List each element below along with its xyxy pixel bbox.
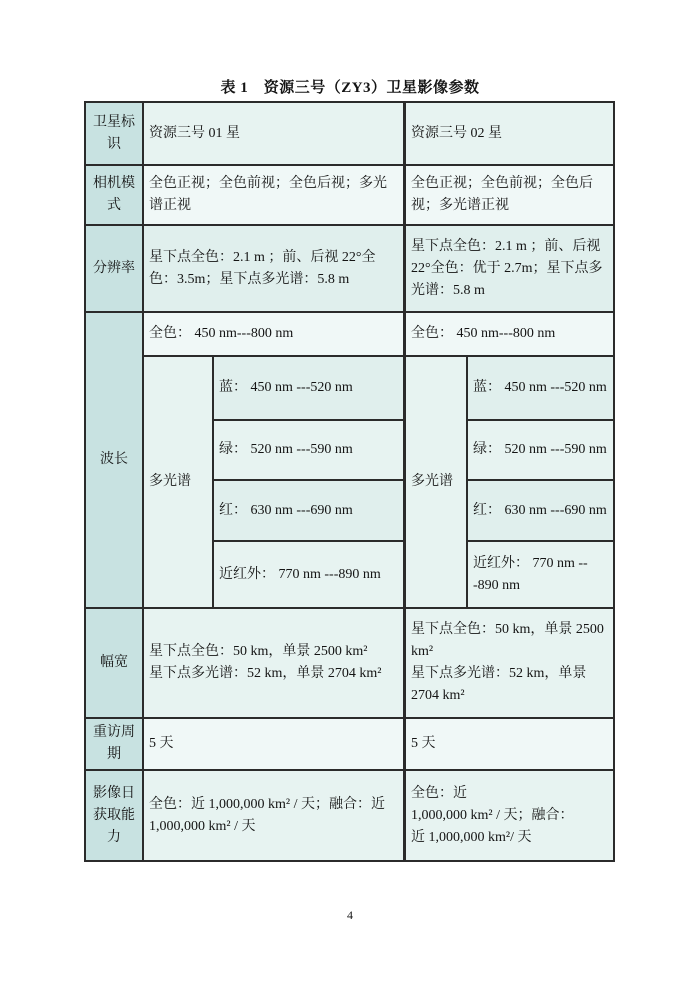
row-header-revisit-period: 重访周期 <box>86 719 144 769</box>
cell-daily-acquisition-zy301: 全色：近 1,000,000 km² / 天；融合：近 1,000,000 km² / 天 <box>144 771 406 860</box>
row-header-satellite-id: 卫星标识 <box>86 103 144 164</box>
cell-band-green-zy301: 绿： 520 nm ---590 nm <box>214 421 403 481</box>
cell-revisit-zy302: 5 天 <box>406 719 613 769</box>
cell-swath-zy301 <box>144 609 406 717</box>
cell-pan-band-zy302: 全色： 450 nm---800 nm <box>406 313 613 357</box>
row-daily-acquisition <box>86 771 613 860</box>
band-stack-zy302 <box>468 357 613 607</box>
row-header-wavelength: 波长 <box>86 313 144 607</box>
row-swath-width <box>86 609 613 719</box>
row-resolution <box>86 226 613 313</box>
row-header-camera-mode: 相机模式 <box>86 166 144 224</box>
swath-zy302-line-pan: 星下点全色：50 km，单景 2500 km² <box>411 622 604 659</box>
daily-zy302-line-2: 1,000,000 km² / 天；融合： <box>411 807 574 823</box>
row-header-swath-width: 幅宽 <box>86 609 144 717</box>
multispectral-group-zy301 <box>144 357 403 607</box>
satellite-parameters-table <box>84 101 615 862</box>
row-camera-mode <box>86 166 613 226</box>
swath-zy302-line-ms: 星下点多光谱：52 km，单景 2704 km² <box>411 666 587 703</box>
cell-band-red-zy302: 红： 630 nm ---690 nm <box>468 481 613 542</box>
cell-band-green-zy302: 绿： 520 nm ---590 nm <box>468 421 613 481</box>
cell-resolution-zy302: 星下点全色：2.1 m ；前、后视 22°全色：优于 2.7m；星下点多光谱：5.8 m <box>406 226 613 311</box>
table-caption: 表 1 资源三号（ZY3）卫星影像参数 <box>220 80 480 96</box>
daily-zy302-line-3: 近 1,000,000 km²/ 天 <box>411 829 532 845</box>
row-header-daily-acquisition: 影像日获取能力 <box>86 771 144 860</box>
row-header-resolution: 分辨率 <box>86 226 144 311</box>
cell-multispectral-label-zy302: 多光谱 <box>406 357 468 607</box>
cell-swath-zy302 <box>406 609 613 717</box>
multispectral-group-zy302 <box>406 357 613 607</box>
swath-zy301-line-pan: 星下点全色：50 km，单景 2500 km² <box>149 644 368 659</box>
daily-zy302-line-1: 全色：近 <box>411 785 467 801</box>
page-number: 4 <box>347 908 353 922</box>
cell-revisit-zy301: 5 天 <box>144 719 406 769</box>
cell-band-nir-zy301: 近红外： 770 nm ---890 nm <box>214 542 403 607</box>
cell-resolution-zy301: 星下点全色：2.1 m ；前、后视 22°全色：3.5m；星下点多光谱：5.8 m <box>144 226 406 311</box>
cell-satellite-id-zy301: 资源三号 01 星 <box>144 103 406 164</box>
cell-band-red-zy301: 红： 630 nm ---690 nm <box>214 481 403 542</box>
wavelength-zy301-column <box>144 313 406 607</box>
row-revisit-period <box>86 719 613 771</box>
row-satellite-id <box>86 103 613 166</box>
cell-pan-band-zy301: 全色： 450 nm---800 nm <box>144 313 403 357</box>
wavelength-zy302-column <box>406 313 613 607</box>
cell-camera-mode-zy301: 全色正视；全色前视；全色后视；多光谱正视 <box>144 166 406 224</box>
swath-zy301-line-ms: 星下点多光谱：52 km，单景 2704 km² <box>149 666 382 681</box>
cell-satellite-id-zy302: 资源三号 02 星 <box>406 103 613 164</box>
cell-multispectral-label-zy301: 多光谱 <box>144 357 214 607</box>
band-stack-zy301 <box>214 357 403 607</box>
cell-band-blue-zy302: 蓝： 450 nm ---520 nm <box>468 357 613 421</box>
cell-camera-mode-zy302: 全色正视；全色前视；全色后视；多光谱正视 <box>406 166 613 224</box>
row-wavelength <box>86 313 613 609</box>
cell-band-nir-zy302: 近红外： 770 nm ---890 nm <box>468 542 613 607</box>
cell-band-blue-zy301: 蓝： 450 nm ---520 nm <box>214 357 403 421</box>
cell-daily-acquisition-zy302 <box>406 771 613 860</box>
